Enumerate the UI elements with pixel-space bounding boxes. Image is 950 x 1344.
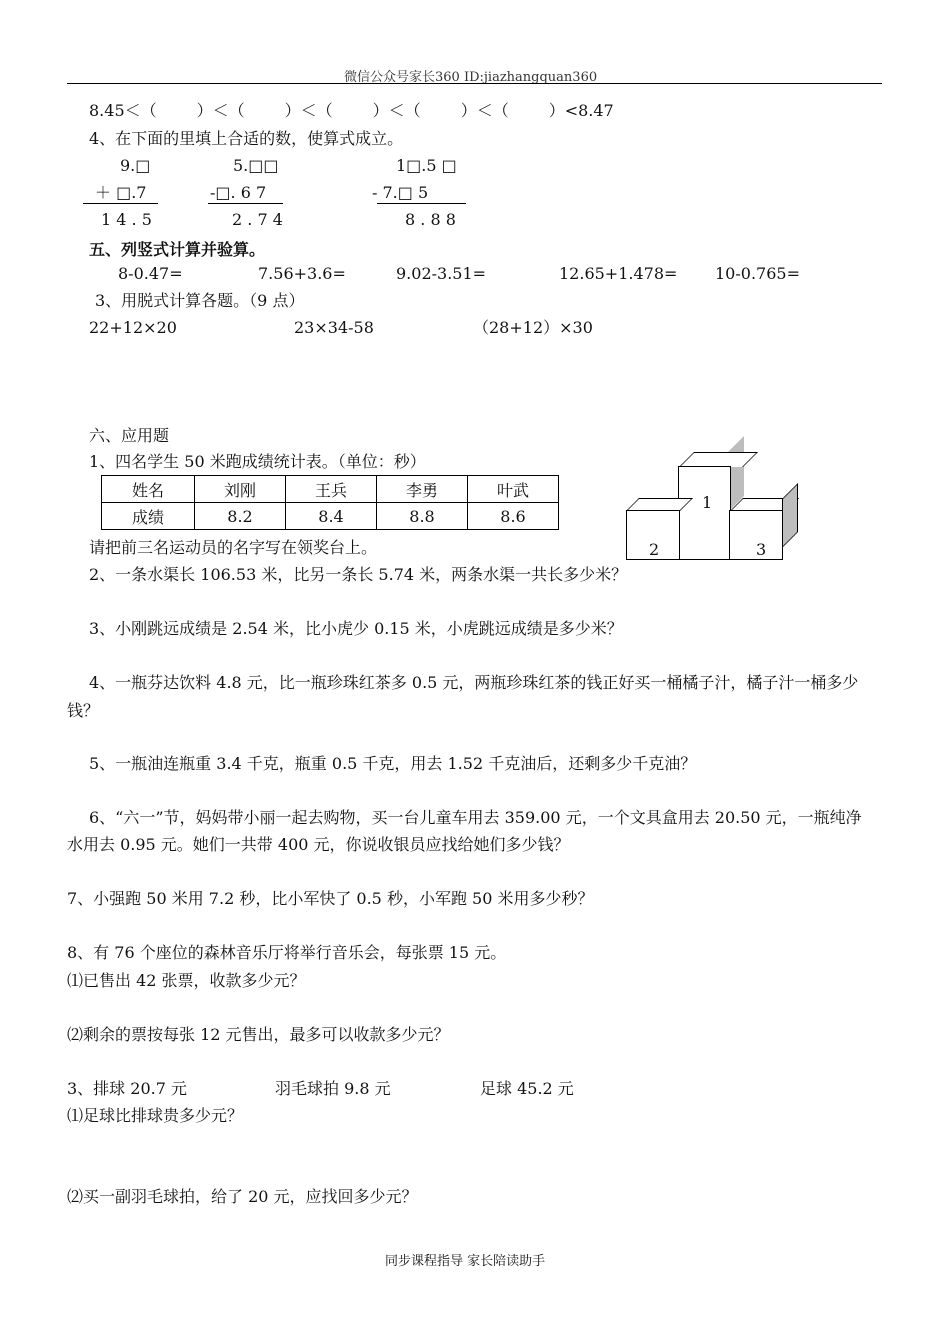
- score-table: [101, 475, 559, 530]
- q3b-sub1: ⑴足球比排球贵多少元？: [67, 1106, 244, 1125]
- q4-problem-1-result: 1 4 . 5: [101, 210, 152, 229]
- table-cell: 刘刚: [195, 476, 286, 503]
- q4-problem-3-result: 8 . 8 8: [405, 210, 456, 229]
- q3b-item: 足球 45.2 元: [480, 1079, 574, 1098]
- table-cell: 8.6: [468, 503, 559, 530]
- header-divider: [67, 83, 882, 84]
- q2-text: 2、一条水渠长 106.53 米，比另一条长 5.74 米，两条水渠一共长多少米？: [89, 565, 628, 584]
- q4-text-line1: 4、一瓶芬达饮料 4.8 元，比一瓶珍珠红茶多 0.5 元，两瓶珍珠红茶的钱正好买一桶橘子汁，橘子汁一桶多少: [89, 673, 859, 692]
- section5-exercise: 7.56+3.6=: [258, 264, 346, 283]
- q4-text-line2: 钱？: [67, 701, 100, 720]
- stepwise-exercise: （28+12）×30: [473, 318, 593, 337]
- section6-title: 六、应用题: [89, 426, 170, 445]
- podium-label-3: 3: [756, 540, 767, 559]
- q4-title: 4、在下面的里填上合适的数，使算式成立。: [89, 129, 404, 148]
- compare-segment: 8.45＜（: [89, 101, 157, 120]
- q4-problem-2-mid: -□. 6 7: [210, 183, 267, 202]
- podium-label-2: 2: [649, 540, 660, 559]
- table-cell: 叶武: [468, 476, 559, 503]
- q4-problem-2-rule: [208, 203, 283, 204]
- q8-sub1: ⑴已售出 42 张票，收款多少元？: [67, 971, 306, 990]
- q4-problem-3-rule: [377, 203, 466, 204]
- q5-text: 5、一瓶油连瓶重 3.4 千克，瓶重 0.5 千克，用去 1.52 千克油后，还剩多少千克油？: [89, 754, 697, 773]
- q4-problem-3-top: 1□.5 □: [396, 156, 457, 175]
- q3b-sub2: ⑵买一副羽毛球拍，给了 20 元，应找回多少元？: [67, 1187, 418, 1206]
- q3b-item: 羽毛球拍 9.8 元: [275, 1079, 391, 1098]
- page-footer: 同步课程指导 家长陪读助手: [385, 1254, 546, 1269]
- podium-center-top: [679, 452, 758, 467]
- q3-text: 3、小刚跳远成绩是 2.54 米，比小虎少 0.15 米，小虎跳远成绩是多少米？: [89, 619, 623, 638]
- podium-right-side: [782, 483, 798, 548]
- compare-segment: ）＜（: [284, 101, 333, 120]
- compare-line: [89, 101, 614, 121]
- table-cell: 李勇: [377, 476, 468, 503]
- q1-instruction: 请把前三名运动员的名字写在领奖台上。: [89, 538, 378, 557]
- q6-text-line1: 6、“六一”节，妈妈带小丽一起去购物，买一台儿童车用去 359.00 元，一个文具盒用去 20.50 元，一瓶纯净: [89, 808, 862, 827]
- q4-problem-3-mid: - 7.□ 5: [372, 183, 429, 202]
- table-cell: 王兵: [286, 476, 377, 503]
- table-cell: 8.4: [286, 503, 377, 530]
- q1-title: 1、四名学生 50 米跑成绩统计表。（单位：秒）: [89, 452, 426, 471]
- q3b-item: 3、排球 20.7 元: [67, 1079, 187, 1098]
- section5-exercise: 12.65+1.478=: [559, 264, 678, 283]
- podium-label-1: 1: [702, 493, 713, 512]
- compare-segment: ）＜（: [460, 101, 509, 120]
- q6-text-line2: 水用去 0.95 元。她们一共带 400 元，你说收银员应找给她们多少钱？: [67, 835, 570, 854]
- compare-segment: ）<8.47: [548, 101, 614, 120]
- q4-problem-1-rule: [83, 203, 158, 204]
- stepwise-exercise: 23×34-58: [294, 318, 374, 337]
- q7-text: 7、小强跑 50 米用 7.2 秒，比小军快了 0.5 秒，小军跑 50 米用多少秒？: [67, 889, 594, 908]
- q8-title: 8、有 76 个座位的森林音乐厅将举行音乐会，每张票 15 元。: [67, 943, 507, 962]
- table-row: [102, 503, 559, 530]
- compare-segment: ）＜（: [196, 101, 245, 120]
- q4-problem-2-top: 5.□□: [233, 156, 279, 175]
- podium-first: [678, 466, 731, 560]
- stepwise-exercise: 22+12×20: [89, 318, 177, 337]
- stepwise-title: 3、用脱式计算各题。（9 点）: [95, 291, 305, 310]
- q8-sub2: ⑵剩余的票按每张 12 元售出，最多可以收款多少元？: [67, 1025, 450, 1044]
- page-header: 微信公众号家长360 ID:jiazhangquan360: [344, 70, 598, 85]
- table-cell: 姓名: [102, 476, 195, 503]
- q4-problem-2-result: 2 . 7 4: [232, 210, 283, 229]
- compare-segment: ）＜（: [372, 101, 421, 120]
- section5-exercise: 8-0.47=: [118, 264, 183, 283]
- table-cell: 成绩: [102, 503, 195, 530]
- q4-problem-1-mid: ＋ □.7: [95, 183, 147, 202]
- table-row: [102, 476, 559, 503]
- section5-title: 五、列竖式计算并验算。: [89, 240, 266, 259]
- section5-exercise: 9.02-3.51=: [396, 264, 487, 283]
- table-cell: 8.8: [377, 503, 468, 530]
- q4-problem-1-top: 9.□: [120, 156, 151, 175]
- table-cell: 8.2: [195, 503, 286, 530]
- section5-exercise: 10-0.765=: [715, 264, 800, 283]
